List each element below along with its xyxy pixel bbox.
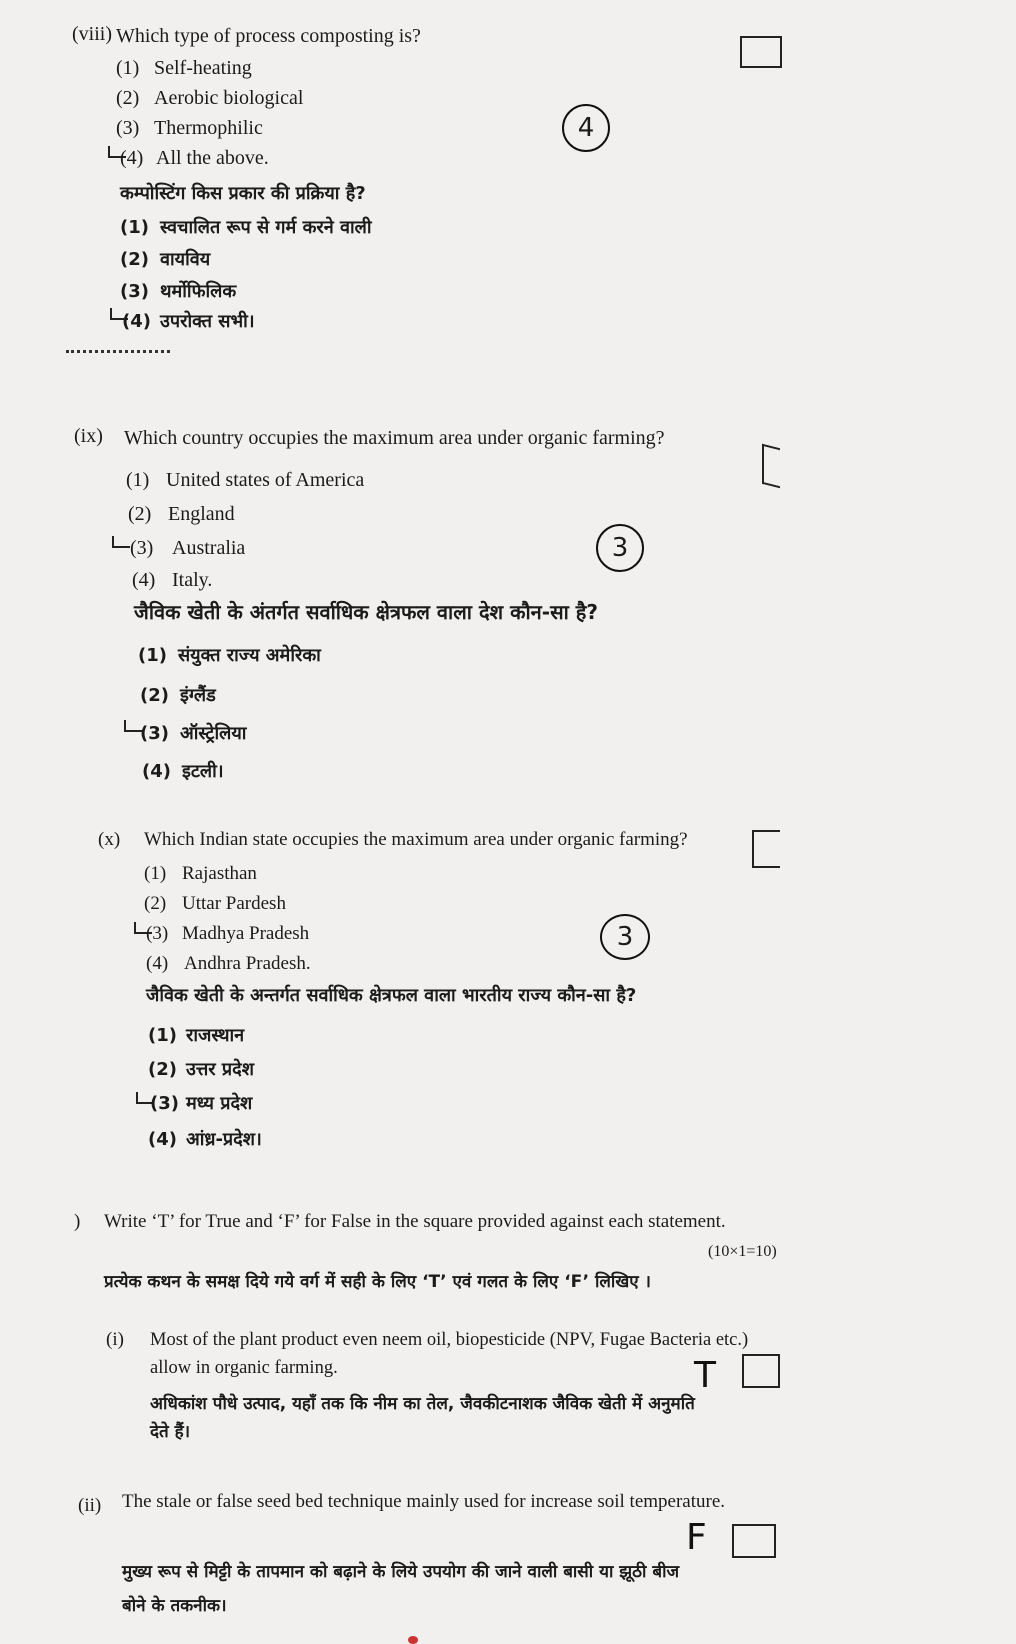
statement-ii-text-hi: बोने के तकनीक।: [122, 1596, 227, 1616]
statement-i-text-hi: अधिकांश पौधे उत्पाद, यहाँ तक कि नीम का तेल, जैवकीटनाशक जैविक खेती में अनुमति: [150, 1394, 695, 1414]
section-instruction-hi: प्रत्येक कथन के समक्ष दिये गये वर्ग में सही के लिए ‘T’ एवं गलत के लिए ‘F’ लिखिए ।: [104, 1272, 651, 1292]
statement-ii-label: (ii): [78, 1495, 102, 1516]
option-text: स्वचालित रूप से गर्म करने वाली: [160, 217, 372, 238]
statement-ii-text-en: The stale or false seed bed technique mainly used for increase soil temperature.: [122, 1491, 726, 1512]
option-num: (1): [126, 469, 150, 491]
answer-circle: 3: [596, 524, 644, 572]
statement-ii-text-hi: मुख्य रूप से मिट्टी के तापमान को बढ़ाने के लिये उपयोग की जाने वाली बासी या झूठी बीज: [122, 1562, 680, 1582]
answer-box: [742, 1354, 780, 1388]
option-num: (3): [120, 281, 149, 302]
option-text: मध्य प्रदेश: [186, 1093, 253, 1114]
statement-i-text-en: allow in organic farming.: [150, 1358, 338, 1378]
section-instruction-en: Write ‘T’ for True and ‘F’ for False in the square provided against each statement.: [104, 1211, 726, 1232]
option-num: (2): [128, 503, 152, 525]
question-x-label: (x): [98, 829, 121, 850]
question-viii-text-hi: कम्पोस्टिंग किस प्रकार की प्रक्रिया है?: [120, 183, 366, 204]
answer-circle: 4: [562, 104, 610, 152]
option-num: (3): [146, 923, 169, 944]
option-text: Self-heating: [154, 57, 252, 79]
option-text: United states of America: [166, 469, 365, 491]
option-num: (2): [148, 1059, 177, 1080]
tick-mark-icon: [112, 536, 130, 548]
option-num: (1): [138, 645, 167, 666]
option-text: ऑस्ट्रेलिया: [180, 723, 247, 744]
option-text: इटली।: [182, 761, 224, 782]
page-divider: [66, 350, 170, 357]
question-viii-label: (viii): [72, 23, 112, 45]
option-num: (3): [140, 723, 169, 744]
option-text: Madhya Pradesh: [182, 923, 310, 944]
option-text: उत्तर प्रदेश: [186, 1059, 254, 1080]
option-num: (4): [142, 761, 171, 782]
option-num: (4): [148, 1129, 177, 1150]
answer-box: [740, 36, 782, 68]
option-num: (1): [120, 217, 149, 238]
option-text: Australia: [172, 537, 246, 559]
option-text: इंग्लैंड: [180, 685, 216, 706]
question-x-text-en: Which Indian state occupies the maximum area under organic farming?: [144, 829, 688, 850]
option-num: (1): [116, 57, 140, 79]
option-num: (4): [132, 569, 156, 591]
option-num: (2): [116, 87, 140, 109]
answer-box: [732, 1524, 776, 1558]
option-text: संयुक्त राज्य अमेरिका: [178, 645, 321, 666]
statement-i-text-en: Most of the plant product even neem oil, biopesticide (NPV, Fugae Bacteria etc.): [150, 1330, 749, 1350]
option-num: (1): [148, 1025, 177, 1046]
option-text: वायविय: [160, 249, 211, 270]
statement-i-label: (i): [106, 1329, 124, 1350]
option-text: थर्मोफिलिक: [160, 281, 237, 302]
question-x-text-hi: जैविक खेती के अन्तर्गत सर्वाधिक क्षेत्रफल वाला भारतीय राज्य कौन-सा है?: [146, 985, 637, 1006]
handwritten-answer: T: [694, 1355, 716, 1396]
section-marker: ): [74, 1211, 81, 1232]
option-num: (4): [146, 953, 169, 974]
option-text: Aerobic biological: [154, 87, 304, 109]
option-text: England: [168, 503, 235, 525]
option-num: (2): [144, 893, 167, 914]
option-num: (2): [140, 685, 169, 706]
section-marks: (10×1=10): [708, 1243, 777, 1260]
ink-dot: [408, 1636, 418, 1644]
option-text: Uttar Pardesh: [182, 893, 286, 914]
option-num: (3): [150, 1093, 179, 1114]
option-text: उपरोक्त सभी।: [160, 311, 255, 332]
option-text: All the above.: [156, 147, 269, 169]
answer-box: [762, 444, 780, 488]
option-text: Italy.: [172, 569, 213, 591]
option-num: (4): [122, 311, 151, 332]
option-text: Andhra Pradesh.: [184, 953, 311, 974]
option-num: (3): [130, 537, 154, 559]
option-text: Rajasthan: [182, 863, 257, 884]
question-ix-label: (ix): [74, 425, 103, 447]
answer-circle: 3: [600, 914, 650, 960]
option-text: आंध्र-प्रदेश।: [186, 1129, 262, 1150]
option-text: राजस्थान: [186, 1025, 245, 1046]
question-viii-text-en: Which type of process composting is?: [116, 25, 421, 47]
option-num: (3): [116, 117, 140, 139]
option-text: Thermophilic: [154, 117, 263, 139]
answer-box: [752, 830, 780, 868]
question-ix-text-hi: जैविक खेती के अंतर्गत सर्वाधिक क्षेत्रफल वाला देश कौन-सा है?: [134, 600, 598, 624]
option-num: (1): [144, 863, 167, 884]
question-ix-text-en: Which country occupies the maximum area under organic farming?: [124, 427, 665, 449]
option-num: (2): [120, 249, 149, 270]
option-num: (4): [120, 147, 144, 169]
handwritten-answer: F: [686, 1517, 707, 1558]
statement-i-text-hi: देते हैं।: [150, 1422, 191, 1442]
